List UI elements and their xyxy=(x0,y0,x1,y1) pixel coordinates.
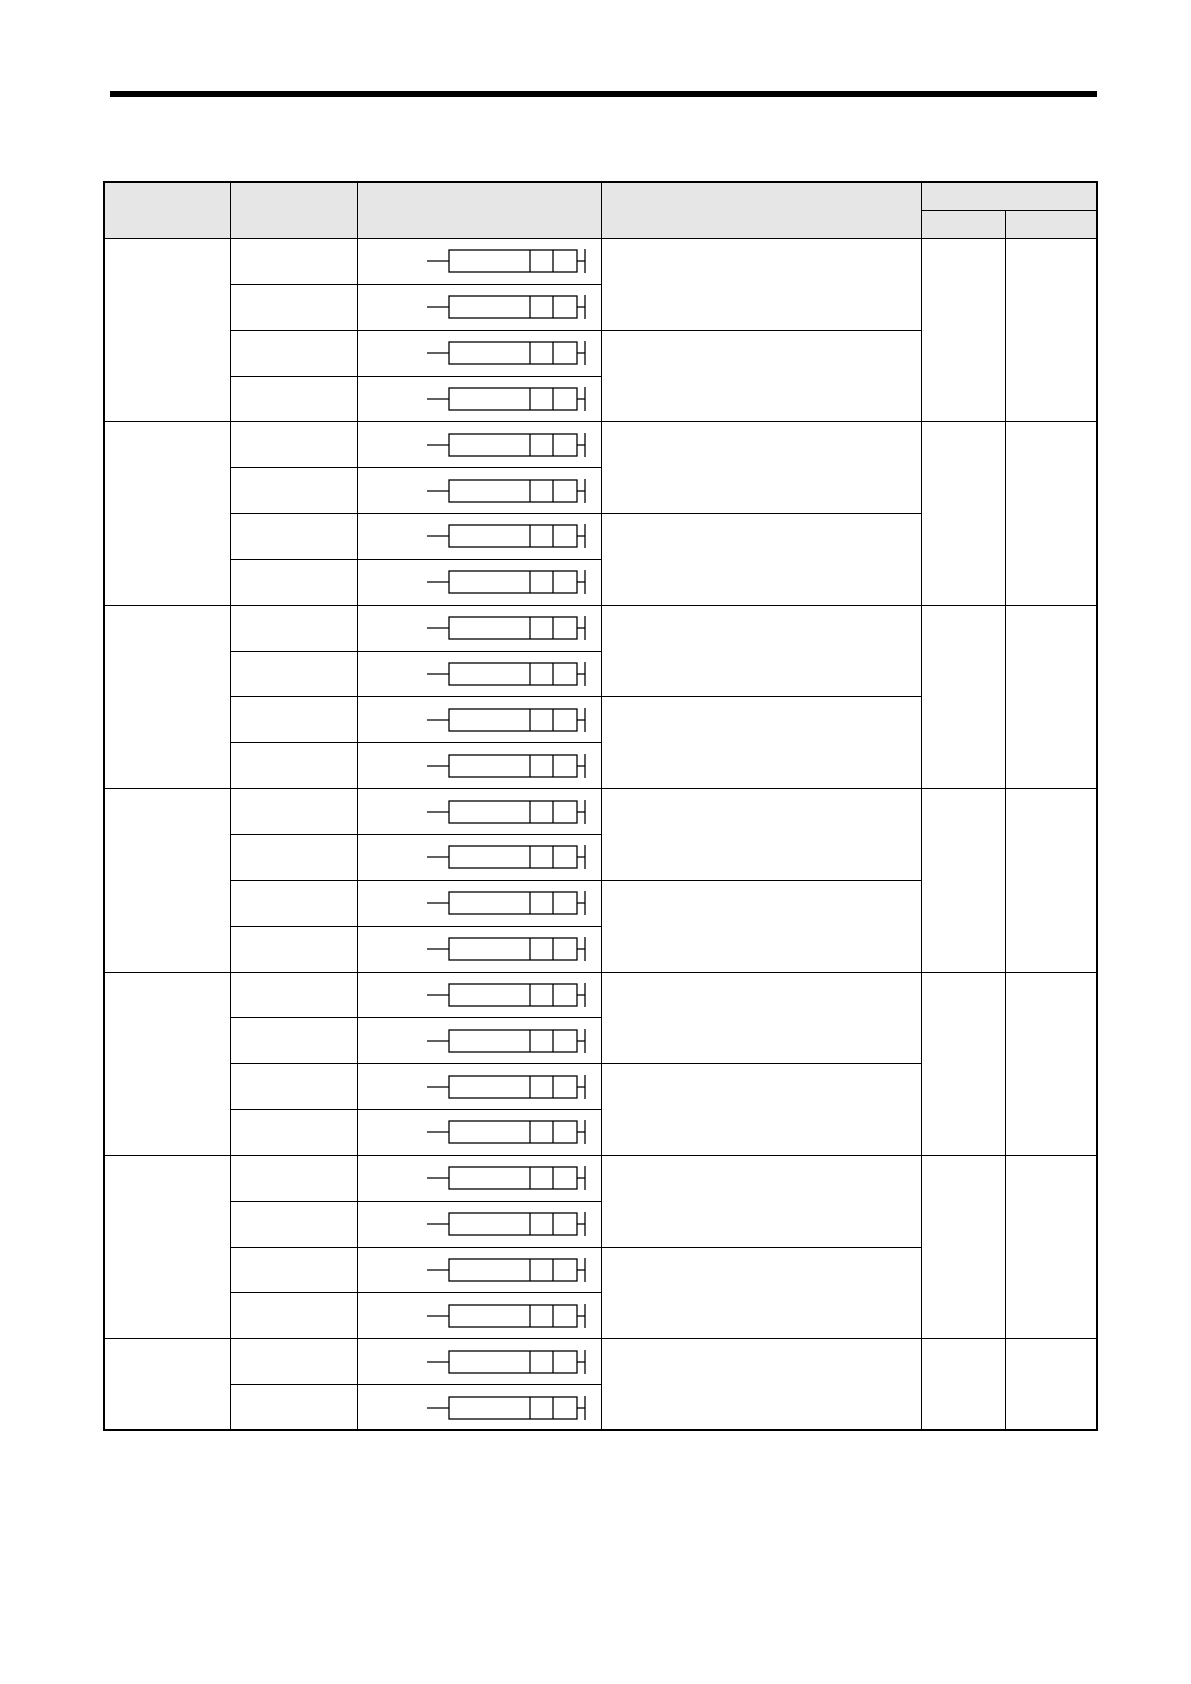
ladder-instruction-box-icon xyxy=(427,521,597,551)
ladder-symbol-cell xyxy=(358,789,602,835)
ladder-symbol-cell xyxy=(358,1018,602,1064)
ladder-symbol-cell xyxy=(358,1293,602,1339)
ladder-symbol-cell xyxy=(358,927,602,973)
instruction-name-cell xyxy=(231,560,358,606)
instruction-name-cell xyxy=(231,285,358,331)
instruction-name-cell xyxy=(231,1018,358,1064)
group-name-cell xyxy=(105,606,231,789)
ladder-symbol-cell xyxy=(358,1202,602,1248)
group-name-cell xyxy=(105,1339,231,1431)
instruction-name-cell xyxy=(231,514,358,560)
header-rule xyxy=(110,91,1097,97)
description-cell xyxy=(602,1156,922,1248)
ladder-symbol-cell xyxy=(358,973,602,1019)
instruction-name-cell xyxy=(231,1339,358,1385)
description-cell xyxy=(602,514,922,606)
ladder-symbol-cell xyxy=(358,652,602,698)
ladder-instruction-box-icon xyxy=(427,1301,597,1331)
ladder-symbol-cell xyxy=(358,560,602,606)
instruction-name-cell xyxy=(231,789,358,835)
ladder-symbol-cell xyxy=(358,377,602,423)
ladder-instruction-box-icon xyxy=(427,613,597,643)
ladder-instruction-box-icon xyxy=(427,934,597,964)
group-value-cell xyxy=(1006,973,1096,1156)
ladder-symbol-cell xyxy=(358,1110,602,1156)
instruction-name-cell xyxy=(231,1385,358,1431)
column-group-header xyxy=(922,183,1096,211)
ladder-instruction-box-icon xyxy=(427,1117,597,1147)
instruction-name-cell xyxy=(231,606,358,652)
description-cell xyxy=(602,1339,922,1431)
ladder-symbol-cell xyxy=(358,331,602,377)
ladder-instruction-box-icon xyxy=(427,1163,597,1193)
group-name-cell xyxy=(105,422,231,605)
description-cell xyxy=(602,239,922,331)
group-value-cell xyxy=(922,1156,1006,1339)
instruction-name-cell xyxy=(231,881,358,927)
group-name-cell xyxy=(105,1156,231,1339)
instruction-name-cell xyxy=(231,652,358,698)
instruction-name-cell xyxy=(231,422,358,468)
ladder-symbol-cell xyxy=(358,881,602,927)
instruction-name-cell xyxy=(231,1202,358,1248)
instruction-name-cell xyxy=(231,697,358,743)
description-cell xyxy=(602,606,922,698)
column-header xyxy=(602,183,922,239)
sub-column-header xyxy=(1006,211,1096,239)
ladder-symbol-cell xyxy=(358,1064,602,1110)
sub-column-header xyxy=(922,211,1006,239)
group-value-cell xyxy=(922,1339,1006,1431)
instruction-name-cell xyxy=(231,1064,358,1110)
group-value-cell xyxy=(1006,1156,1096,1339)
ladder-instruction-box-icon xyxy=(427,659,597,689)
ladder-instruction-box-icon xyxy=(427,1255,597,1285)
ladder-instruction-box-icon xyxy=(427,476,597,506)
column-header xyxy=(231,183,358,239)
group-value-cell xyxy=(922,973,1006,1156)
ladder-instruction-box-icon xyxy=(427,842,597,872)
description-cell xyxy=(602,697,922,789)
ladder-symbol-cell xyxy=(358,697,602,743)
instruction-name-cell xyxy=(231,377,358,423)
group-name-cell xyxy=(105,973,231,1156)
ladder-symbol-cell xyxy=(358,1248,602,1294)
ladder-symbol-cell xyxy=(358,422,602,468)
group-value-cell xyxy=(922,606,1006,789)
group-value-cell xyxy=(1006,422,1096,605)
instruction-table xyxy=(103,181,1098,1431)
group-value-cell xyxy=(1006,1339,1096,1431)
ladder-symbol-cell xyxy=(358,468,602,514)
instruction-name-cell xyxy=(231,1293,358,1339)
group-value-cell xyxy=(922,422,1006,605)
instruction-name-cell xyxy=(231,468,358,514)
ladder-symbol-cell xyxy=(358,1385,602,1431)
instruction-name-cell xyxy=(231,331,358,377)
column-header xyxy=(358,183,602,239)
instruction-name-cell xyxy=(231,927,358,973)
ladder-symbol-cell xyxy=(358,514,602,560)
group-name-cell xyxy=(105,789,231,972)
ladder-instruction-box-icon xyxy=(427,292,597,322)
ladder-instruction-box-icon xyxy=(427,1393,597,1423)
description-cell xyxy=(602,422,922,514)
ladder-instruction-box-icon xyxy=(427,567,597,597)
ladder-instruction-box-icon xyxy=(427,430,597,460)
ladder-instruction-box-icon xyxy=(427,384,597,414)
group-value-cell xyxy=(922,789,1006,972)
ladder-instruction-box-icon xyxy=(427,1209,597,1239)
ladder-instruction-box-icon xyxy=(427,1026,597,1056)
instruction-name-cell xyxy=(231,1156,358,1202)
description-cell xyxy=(602,881,922,973)
ladder-instruction-box-icon xyxy=(427,751,597,781)
instruction-name-cell xyxy=(231,743,358,789)
ladder-instruction-box-icon xyxy=(427,1072,597,1102)
instruction-name-cell xyxy=(231,973,358,1019)
ladder-instruction-box-icon xyxy=(427,246,597,276)
group-value-cell xyxy=(922,239,1006,422)
ladder-instruction-box-icon xyxy=(427,980,597,1010)
description-cell xyxy=(602,1248,922,1340)
description-cell xyxy=(602,1064,922,1156)
description-cell xyxy=(602,789,922,881)
ladder-instruction-box-icon xyxy=(427,705,597,735)
description-cell xyxy=(602,331,922,423)
instruction-name-cell xyxy=(231,835,358,881)
ladder-symbol-cell xyxy=(358,606,602,652)
ladder-symbol-cell xyxy=(358,743,602,789)
ladder-symbol-cell xyxy=(358,285,602,331)
group-value-cell xyxy=(1006,239,1096,422)
description-cell xyxy=(602,973,922,1065)
group-value-cell xyxy=(1006,606,1096,789)
instruction-name-cell xyxy=(231,1248,358,1294)
ladder-instruction-box-icon xyxy=(427,797,597,827)
ladder-instruction-box-icon xyxy=(427,888,597,918)
ladder-instruction-box-icon xyxy=(427,1347,597,1377)
column-header xyxy=(105,183,231,239)
group-name-cell xyxy=(105,239,231,422)
group-value-cell xyxy=(1006,789,1096,972)
instruction-name-cell xyxy=(231,239,358,285)
ladder-symbol-cell xyxy=(358,1156,602,1202)
ladder-instruction-box-icon xyxy=(427,338,597,368)
ladder-symbol-cell xyxy=(358,239,602,285)
ladder-symbol-cell xyxy=(358,835,602,881)
instruction-name-cell xyxy=(231,1110,358,1156)
ladder-symbol-cell xyxy=(358,1339,602,1385)
